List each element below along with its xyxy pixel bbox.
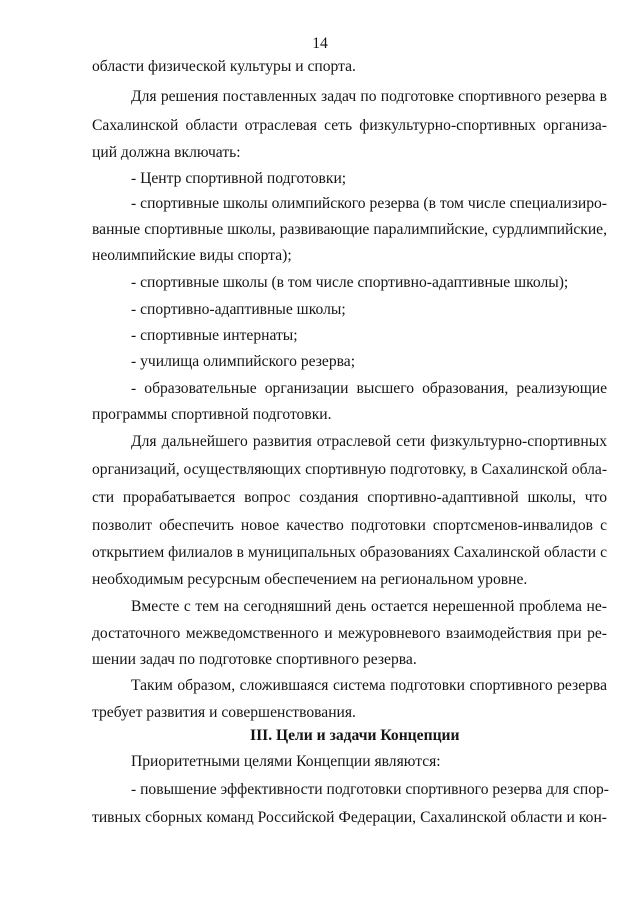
text-line: открытием филиалов в муниципальных образованиях Сахалинской области с bbox=[92, 544, 607, 561]
section-heading: III. Цели и задачи Концепции bbox=[250, 727, 460, 744]
page-number: 14 bbox=[312, 35, 328, 52]
text-line: области физической культуры и спорта. bbox=[92, 58, 356, 75]
list-item: - спортивные школы (в том числе спортивно-адаптивные школы); bbox=[131, 274, 569, 291]
paragraph-first-line: Вместе с тем на сегодняшний день остается нерешенной проблема не- bbox=[131, 598, 607, 615]
list-item: - училища олимпийского резерва; bbox=[131, 353, 356, 370]
text-line: позволит обеспечить новое качество подготовки спортсменов-инвалидов с bbox=[92, 517, 607, 534]
list-item: - спортивные школы олимпийского резерва (в том числе специализиро- bbox=[131, 195, 607, 212]
text-line: необходимым ресурсным обеспечением на региональном уровне. bbox=[92, 571, 528, 588]
text-line: Сахалинской области отраслевая сеть физкультурно-спортивных организа- bbox=[92, 117, 607, 134]
text-line: ванные спортивные школы, развивающие паралимпийские, сурдлимпийские, bbox=[92, 221, 607, 238]
text-line: шении задач по подготовке спортивного резерва. bbox=[92, 651, 417, 668]
text-line: достаточного межведомственного и межуровневого взаимодействия при ре- bbox=[92, 625, 607, 642]
paragraph-first-line: Для решения поставленных задач по подготовке спортивного резерва в bbox=[131, 88, 607, 105]
text-line: организаций, осуществляющих спортивную подготовку, в Сахалинской обла- bbox=[92, 461, 608, 478]
list-item: - Центр спортивной подготовки; bbox=[131, 170, 347, 187]
paragraph-first-line: Для дальнейшего развития отраслевой сети физкультурно-спортивных bbox=[131, 433, 607, 450]
text-line: ций должна включать: bbox=[92, 144, 241, 161]
paragraph-first-line: Таким образом, сложившаяся система подготовки спортивного резерва bbox=[131, 677, 607, 694]
list-item: - спортивно-адаптивные школы; bbox=[131, 301, 346, 318]
text-line: неолимпийские виды спорта); bbox=[92, 247, 292, 264]
list-item: - спортивные интернаты; bbox=[131, 327, 298, 344]
text-line: тивных сборных команд Российской Федерации, Сахалинской области и кон- bbox=[92, 809, 607, 826]
list-item: - повышение эффективности подготовки спортивного резерва для спор- bbox=[131, 781, 609, 798]
text-line: требует развития и совершенствования. bbox=[92, 704, 356, 721]
text-line: сти прорабатывается вопрос создания спортивно-адаптивной школы, что bbox=[92, 489, 607, 506]
paragraph-first-line: Приоритетными целями Концепции являются: bbox=[131, 753, 441, 770]
text-line: программы спортивной подготовки. bbox=[92, 406, 332, 423]
list-item: - образовательные организации высшего образования, реализующие bbox=[131, 380, 607, 397]
